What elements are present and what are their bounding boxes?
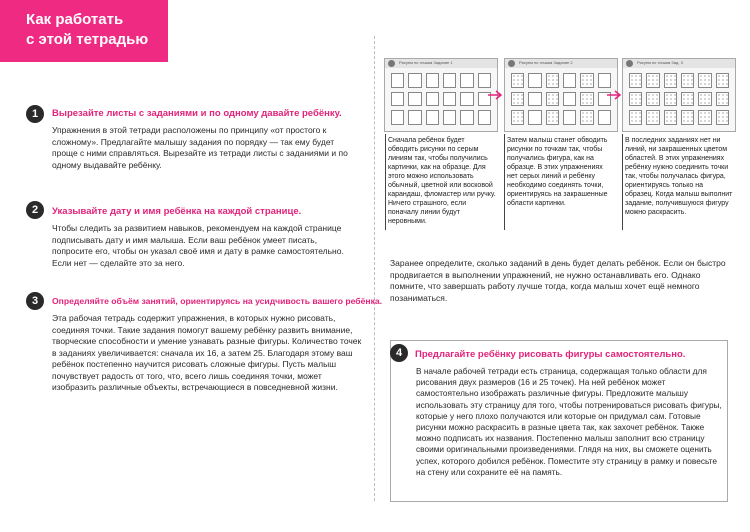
step-number-3: 3 [26, 292, 44, 310]
step-1-body: Упражнения в этой тетради расположены по принципу «от простого к сложному». Предлагайте малышу задания по порядку — так ему будет проще с ними справляться. Вырезайте из тетради листы с заданиями и по одному выдавайте ребёнку. [52, 125, 348, 170]
step-number-1: 1 [26, 105, 44, 123]
page-title-line-2: с этой тетрадью [26, 31, 149, 48]
worksheet-thumbnail-1 [384, 58, 498, 132]
caption-3: В последних заданиях нет ни линий, ни закрашенных цветом областей. В этих упражнениях ребёнку нужно соединить точки так, чтобы получалась фигура, ориентируясь только на образец. Когда малыш выполнит задание, получившуюся фигуру можно раскрасить. [625, 137, 733, 216]
step-4-title: Предлагайте ребёнку рисовать фигуры самостоятельно. [415, 349, 686, 360]
page-fold-divider [374, 36, 375, 501]
step-number-2: 2 [26, 201, 44, 219]
step-3-title: Определяйте объём занятий, ориентируясь на усидчивость вашего ребёнка. [52, 296, 383, 306]
arrow-right-icon [487, 90, 505, 100]
worksheet-thumbnail-1-title: Рисуем по точкам Задание 1 [399, 60, 453, 65]
step-2-title: Указывайте дату и имя ребёнка на каждой странице. [52, 206, 302, 217]
worksheet-thumbnail-2 [504, 58, 618, 132]
worksheet-thumbnail-2-title: Рисуем по точкам Задание 2 [519, 60, 573, 65]
step-4-body: В начале рабочей тетради есть страница, содержащая только области для рисования двух размеров (16 и 25 точек). На ней ребёнок может самостоятельно изображать различные фигуры. Предложите малышу использовать эту страницу для того, чтобы потренироваться рисовать фигуры, которые у него плохо получаются или которые он придумал сам. Готовые рисунки можно раскрасить в разные цвета так, как захочет ребёнок. Также можно подписать их названия. Постепенно малыш заполнит всю страницу своими оригинальными произведениями. Глядя на них, вы сможете оценить успех, которого добился ребёнок. Поместите эту страницу в рамку и повесьте на стену или сохраните её на память. [416, 366, 722, 477]
worksheet-thumbnail-3-title: Рисуем по точкам Зад. 3 [637, 60, 683, 65]
step-number-4: 4 [390, 344, 408, 362]
worksheet-thumbnail-3 [622, 58, 736, 132]
caption-2: Затем малыш станет обводить рисунки по точкам так, чтобы получались фигура, как на образце. В этих упражнениях нет серых линий и ребёнку необходимо соединять точки, ориентируясь на закрашенные области картинки. [507, 137, 608, 207]
caption-1: Сначала ребёнок будет обводить рисунки по серым линиям так, чтобы получились картинки, как на образце. Для этого можно использовать обычный, цветной или восковой карандаш, фломастер или ручку. Ничего страшного, если поначалу линии будут неровными. [388, 137, 496, 225]
pace-paragraph: Заранее определите, сколько заданий в день будет делать ребёнок. Если он быстро продвигается в выполнении упражнений, не нужно останавливать его. Однако помните, что завершать работу лучше тогда, когда малыш хочет ещё немного позаниматься. [390, 258, 726, 303]
step-2-body: Чтобы следить за развитием навыков, рекомендуем на каждой странице подписывать дату и имя малыша. Если ваш ребёнок умеет писать, попросите его, чтобы он указал своё имя и дату в рамке самостоятельно. Если нет — сделайте это за него. [52, 223, 344, 268]
page-title-line-1: Как работать [26, 11, 124, 28]
step-1-title: Вырезайте листы с заданиями и по одному давайте ребёнку. [52, 108, 342, 119]
page-title [26, 10, 148, 50]
step-3-body: Эта рабочая тетрадь содержит упражнения, в которых нужно рисовать, соединяя точки. Такие задания помогут вашему ребёнку развить внимание, творческие способности и умение узнавать разные фигуры. Количество точек в заданиях увеличивается: сначала их 16, а затем 25. Благодаря этому ваш ребёнок постепенно научится рисовать сложные фигуры. Пусть малыш почувствует радость от того, что, всего лишь соединяя точки, может изобразить различные объекты, встречающиеся в повседневной жизни. [52, 313, 362, 392]
